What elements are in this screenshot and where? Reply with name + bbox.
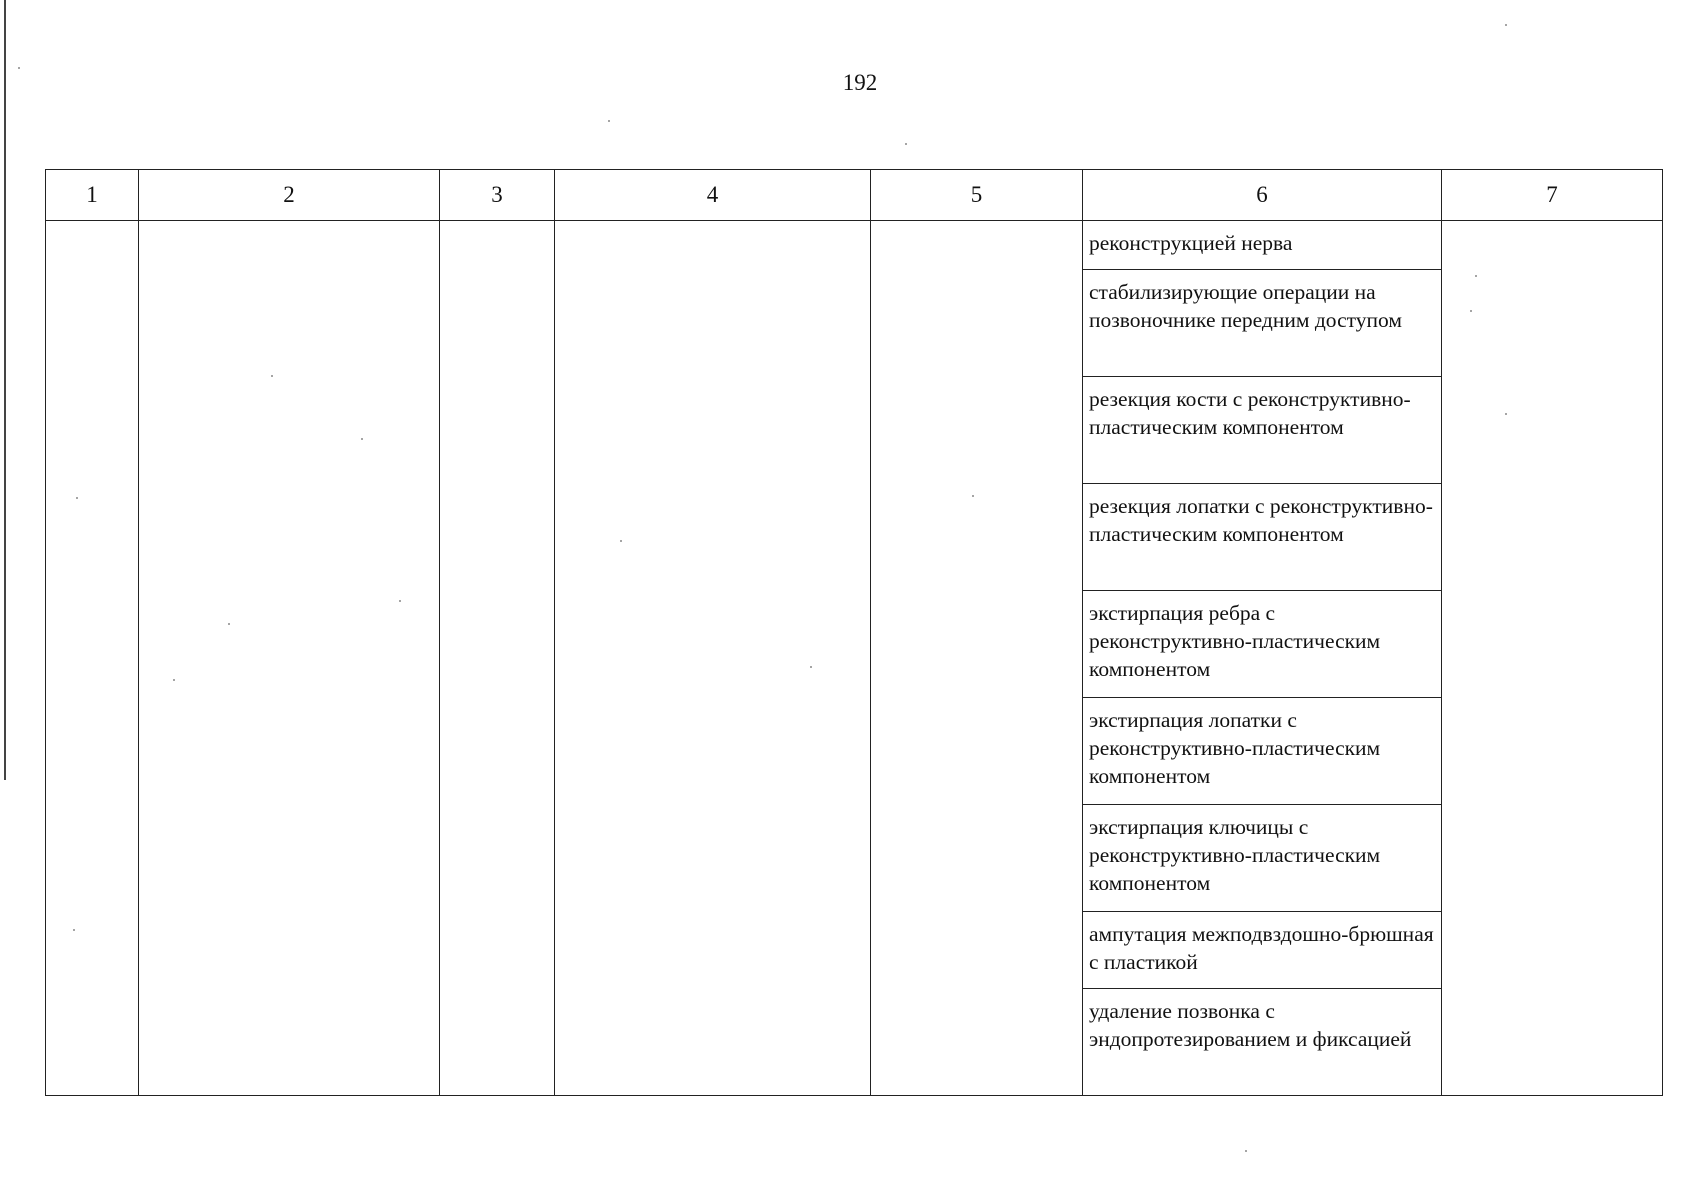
scan-speck [972,495,974,497]
header-col-7: 7 [1442,170,1663,221]
scan-speck [399,600,401,602]
scan-speck [1505,24,1507,26]
scan-speck [361,438,363,440]
scan-speck [18,67,20,69]
procedure-item: экстирпация лопатки с реконструктивно-пластическим компонентом [1083,698,1441,805]
scan-speck [1505,413,1507,415]
body-row [46,221,1663,1096]
procedures-list [1083,221,1441,1095]
procedure-item: экстирпация ребра с реконструктивно-пластическим компонентом [1083,591,1441,698]
header-col-4: 4 [555,170,871,221]
scan-speck [1245,1150,1247,1152]
scan-speck [1470,310,1472,312]
scan-speck [608,120,610,122]
page-number: 192 [842,70,878,95]
cell-col-5 [871,221,1083,1096]
scan-speck [73,929,75,931]
header-row [46,170,1663,221]
cell-col-6 [1083,221,1442,1096]
scan-speck [1475,275,1477,277]
scan-speck [76,497,78,499]
procedures-table [45,169,1663,1096]
header-col-6: 6 [1083,170,1442,221]
cell-col-7 [1442,221,1663,1096]
header-col-5: 5 [871,170,1083,221]
cell-col-4 [555,221,871,1096]
procedure-item: экстирпация ключицы с реконструктивно-пластическим компонентом [1083,805,1441,912]
scan-speck [228,623,230,625]
procedure-item: реконструкцией нерва [1083,221,1441,270]
cell-col-1 [46,221,139,1096]
header-col-3: 3 [440,170,555,221]
procedure-item: резекция лопатки с реконструктивно-пластическим компонентом [1083,484,1441,591]
procedure-item: удаление позвонка с эндопротезированием и фиксацией [1089,999,1412,1051]
scan-speck [905,143,907,145]
cell-col-2 [139,221,440,1096]
scan-speck [620,540,622,542]
scan-speck [271,375,273,377]
procedure-item: ампутация межподвздошно-брюшная с пластикой [1083,912,1441,989]
procedure-item: резекция кости с реконструктивно-пластическим компонентом [1083,377,1441,484]
procedure-item: стабилизирующие операции на позвоночнике передним доступом [1083,270,1441,377]
header-col-2: 2 [139,170,440,221]
scan-speck [173,679,175,681]
scan-speck [810,666,812,668]
cell-col-3 [440,221,555,1096]
header-col-1: 1 [46,170,139,221]
scan-left-edge [4,0,6,780]
